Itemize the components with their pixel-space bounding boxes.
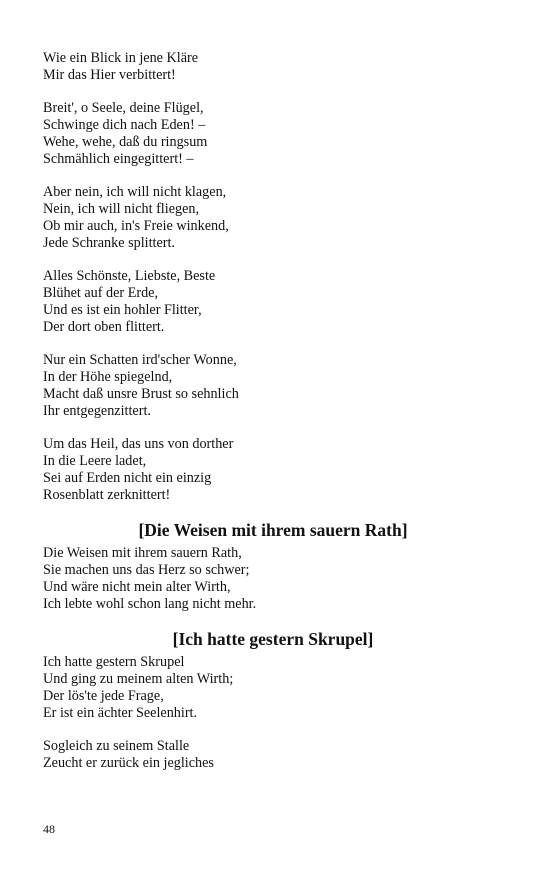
verse-line: Wehe, wehe, daß du ringsum <box>43 133 208 150</box>
verse-line: Jede Schranke splittert. <box>43 234 175 251</box>
verse-line: Sie machen uns das Herz so schwer; <box>43 562 250 579</box>
stanza <box>43 738 503 772</box>
page-body <box>43 50 503 789</box>
poem-ich-hatte-gestern <box>43 629 503 772</box>
verse-line: Aber nein, ich will nicht klagen, <box>43 184 227 201</box>
stanza <box>43 184 503 251</box>
poem-die-weisen <box>43 520 503 612</box>
verse-line: Mir das Hier verbittert! <box>43 66 176 83</box>
verse-line: Ihr entgegenzittert. <box>43 402 151 419</box>
poem-continuation <box>43 50 503 504</box>
poem-title: [Die Weisen mit ihrem sauern Rath] <box>138 520 408 541</box>
stanza <box>43 654 503 721</box>
stanza <box>43 436 503 503</box>
verse-line: Der lös'te jede Frage, <box>43 687 164 704</box>
verse-line: Er ist ein ächter Seelenhirt. <box>43 704 198 721</box>
verse-line: Nur ein Schatten ird'scher Wonne, <box>43 352 237 369</box>
verse-line: Macht daß unsre Brust so sehnlich <box>43 385 239 402</box>
verse-line: Blühet auf der Erde, <box>43 285 159 302</box>
stanza <box>43 352 503 419</box>
stanza <box>43 268 503 335</box>
verse-line: Und es ist ein hohler Flitter, <box>43 301 202 318</box>
verse-line: Alles Schönste, Liebste, Beste <box>43 268 216 285</box>
verse-line: Rosenblatt zerknittert! <box>43 486 171 503</box>
verse-line: Ich lebte wohl schon lang nicht mehr. <box>43 595 257 612</box>
verse-line: Nein, ich will nicht fliegen, <box>43 201 200 218</box>
page-number: 48 <box>43 822 55 836</box>
verse-line: Sei auf Erden nicht ein einzig <box>43 469 212 486</box>
verse-line: Sogleich zu seinem Stalle <box>43 738 190 755</box>
verse-line: In der Höhe spiegelnd, <box>43 369 173 386</box>
poem-title: [Ich hatte gestern Skrupel] <box>172 629 374 650</box>
verse-line: Schmählich eingegittert! – <box>43 150 194 167</box>
verse-line: Ob mir auch, in's Freie winkend, <box>43 217 229 234</box>
verse-line: Die Weisen mit ihrem sauern Rath, <box>43 545 242 562</box>
verse-line: Breit', o Seele, deine Flügel, <box>43 100 204 117</box>
verse-line: Zeucht er zurück ein jegliches <box>43 755 214 772</box>
stanza <box>43 50 503 84</box>
verse-line: Wie ein Blick in jene Kläre <box>43 50 199 66</box>
verse-line: Der dort oben flittert. <box>43 318 165 335</box>
verse-line: Schwinge dich nach Eden! – <box>43 117 206 134</box>
verse-line: Und wäre nicht mein alter Wirth, <box>43 578 231 595</box>
stanza <box>43 100 503 167</box>
verse-line: Um das Heil, das uns von dorther <box>43 436 234 453</box>
verse-line: Und ging zu meinem alten Wirth; <box>43 671 234 688</box>
verse-line: In die Leere ladet, <box>43 453 147 470</box>
stanza <box>43 545 503 612</box>
verse-line: Ich hatte gestern Skrupel <box>43 654 185 671</box>
